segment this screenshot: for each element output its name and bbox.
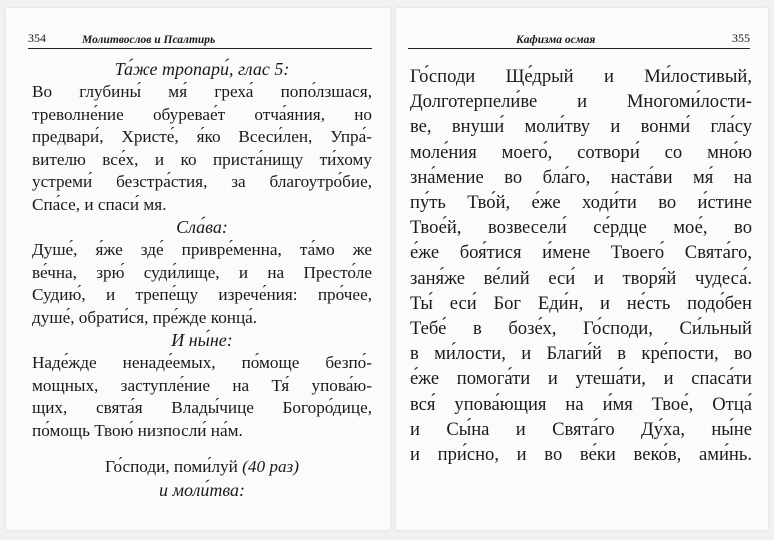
text-line: зна́мение во бла́го, наста́ви мя́ на [410, 166, 752, 188]
text-line: и при́сно, и во ве́ки веко́в, ами́нь. [410, 444, 752, 466]
left-page-body [32, 58, 372, 502]
right-page-header [408, 28, 750, 49]
text-line: ве, внуши́ моли́тву и вонми́ гла́су [410, 116, 752, 138]
text-line: вителю все́х, и ко приста́нищу ти́хому [32, 149, 372, 169]
text-line: вся́ упова́ющия на и́мя Твое́, Отца́ [410, 393, 752, 415]
left-page-header [28, 28, 372, 49]
text-line: Наде́жде ненаде́емых, по́моще безпо́- [32, 353, 372, 372]
closing-line [32, 456, 372, 479]
closing-prayer-heading: и моли́тва: [158, 479, 246, 500]
right-page-body [410, 64, 752, 467]
left-running-title: Молитвослов и Псалтирь [82, 34, 216, 46]
heading-slava: Сла́ва: [176, 217, 228, 237]
text-line: Ты́ еси́ Бог Еди́н, и не́сть подо́бен [410, 292, 752, 314]
text-line: пу́ть Тво́й, е́же ходи́ти во и́стине [410, 192, 752, 214]
heading-nyne: И ны́не: [171, 330, 233, 350]
text-line: Во глубины́ мя́ греха́ попо́лзшася, [32, 82, 372, 101]
troparion-text [32, 81, 372, 216]
text-line: мощных, заступле́ние на Тя́ упова́ю- [32, 375, 372, 395]
text-line: Судию́, и трепе́щу изрече́ния: про́чее, [32, 285, 372, 304]
left-page [6, 8, 390, 530]
heading-troparia: Та́же тропари́, глас 5: [114, 59, 290, 79]
text-line: ве́чна, зрю́ суди́лище, и на Престо́ле [32, 262, 372, 282]
text-line: моле́ния моего́, сотвори́ со мно́ю [410, 141, 752, 163]
right-page [396, 8, 768, 530]
text-line: по́мощь Твою́ низпосли́ на́м. [32, 420, 243, 440]
text-line: Тебе́ в бозе́х, Го́споди, Си́льный [410, 318, 752, 340]
text-line: в ми́лости, и Благи́й в кре́пости, во [410, 343, 752, 365]
left-page-number: 354 [28, 31, 46, 45]
nyne-text [32, 352, 372, 442]
text-line: Душе́, я́же зде́ привре́менна, та́мо же [32, 240, 372, 259]
text-line: предвари́, Христе́, я́ко Всеси́лен, Упра́- [32, 127, 372, 146]
text-line: Твое́й, возвесели́ се́рдце мое́, во [410, 217, 752, 239]
slava-text [32, 239, 372, 329]
closing-text: Го́споди, поми́луй [105, 457, 238, 476]
text-line: Спа́се, и спаси́ мя. [32, 194, 167, 214]
text-line: душе́, обрати́ся, пре́жде конца́. [32, 307, 258, 327]
text-line: щих, свята́я Влады́чице Богоро́дице, [32, 398, 372, 417]
right-running-title: Кафизма осмая [516, 34, 596, 46]
text-line: заня́же ве́лий еси́ и творя́й чудеса́. [410, 267, 752, 289]
text-line: Го́споди Ще́дрый и Ми́лостивый, [410, 66, 752, 87]
text-line: е́же боя́тися и́мене Твоего́ Свята́го, [410, 242, 752, 264]
right-page-number: 355 [732, 31, 750, 45]
text-line: Долготерпели́ве и Многоми́лости- [410, 91, 752, 113]
text-line: и Сы́на и Свята́го Ду́ха, ны́не [410, 418, 752, 440]
text-line: треволне́ние обуревае́т отча́яния, но [32, 104, 372, 124]
text-line: устреми́ безстра́стия, за благоутро́бие, [32, 172, 372, 191]
text-line: е́же помога́ти и утеша́ти, и спаса́ти [410, 368, 752, 390]
closing-count: (40 раз) [242, 457, 299, 476]
